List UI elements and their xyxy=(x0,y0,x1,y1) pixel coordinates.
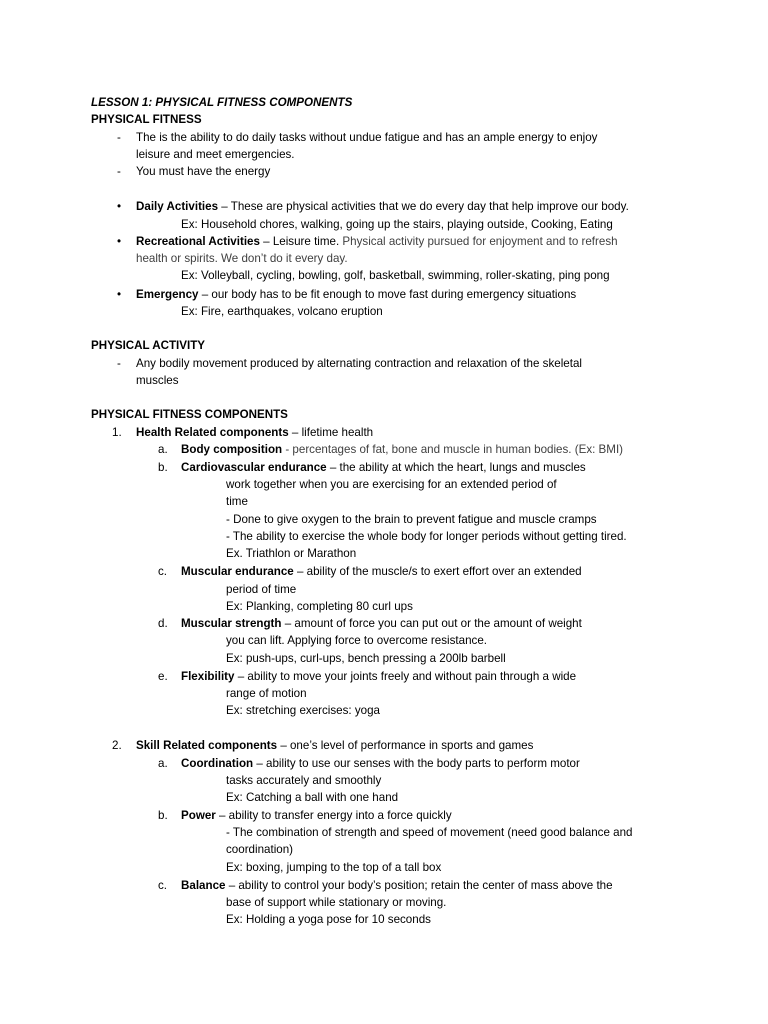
muscular-strength-example: Ex: push-ups, curl-ups, bench pressing a 200lb barbell xyxy=(226,652,506,665)
flexibility-example: Ex: stretching exercises: yoga xyxy=(226,704,381,717)
fitness-definition-line2: leisure and meet emergencies. xyxy=(136,148,295,161)
emergency-item: Emergency – our body has to be fit enough to move fast during emergency situations xyxy=(136,288,577,301)
fitness-energy-note: You must have the energy xyxy=(136,165,271,178)
emergency-example: Ex: Fire, earthquakes, volcano eruption xyxy=(181,305,383,318)
cardio-line2: work together when you are exercising for an extended period of xyxy=(226,478,557,491)
list-letter: c. xyxy=(158,565,168,578)
list-letter: b. xyxy=(158,809,168,822)
muscular-strength-line2: you can lift. Applying force to overcome resistance. xyxy=(226,634,487,647)
components-heading: PHYSICAL FITNESS COMPONENTS xyxy=(91,408,288,421)
list-letter: d. xyxy=(158,617,168,630)
recreational-activities-example: Ex: Volleyball, cycling, bowling, golf, basketball, swimming, roller-skating, ping pong xyxy=(181,269,610,282)
list-number: 2. xyxy=(112,739,122,752)
physical-fitness-heading: PHYSICAL FITNESS xyxy=(91,113,202,126)
muscular-endurance-example: Ex: Planking, completing 80 curl ups xyxy=(226,600,413,613)
list-number: 1. xyxy=(112,426,122,439)
coordination-item: Coordination – ability to use our senses with the body parts to perform motor xyxy=(181,757,580,770)
muscular-endurance-item: Muscular endurance – ability of the muscle/s to exert effort over an extended xyxy=(181,565,582,578)
muscular-strength-item: Muscular strength – amount of force you can put out or the amount of weight xyxy=(181,617,582,630)
list-letter: e. xyxy=(158,670,168,683)
cardio-example: Ex. Triathlon or Marathon xyxy=(226,547,357,560)
power-item: Power – ability to transfer energy into a force quickly xyxy=(181,809,452,822)
recreational-activities-line2: health or spirits. We don’t do it every day. xyxy=(136,252,348,265)
coordination-line2: tasks accurately and smoothly xyxy=(226,774,382,787)
balance-item: Balance – ability to control your body’s position; retain the center of mass above the xyxy=(181,879,613,892)
balance-example: Ex: Holding a yoga pose for 10 seconds xyxy=(226,913,431,926)
daily-activities-item: Daily Activities – These are physical activities that we do every day that help improve our body. xyxy=(136,200,629,213)
lesson-title: LESSON 1: PHYSICAL FITNESS COMPONENTS xyxy=(91,96,353,109)
bullet-marker: • xyxy=(117,235,122,248)
coordination-example: Ex: Catching a ball with one hand xyxy=(226,791,399,804)
dash-marker: - xyxy=(117,165,121,178)
list-letter: b. xyxy=(158,461,168,474)
dash-marker: - xyxy=(117,131,121,144)
cardiovascular-endurance-item: Cardiovascular endurance – the ability at which the heart, lungs and muscles xyxy=(181,461,586,474)
list-letter: a. xyxy=(158,443,168,456)
muscular-endurance-line2: period of time xyxy=(226,583,297,596)
bullet-marker: • xyxy=(117,200,122,213)
daily-activities-example: Ex: Household chores, walking, going up the stairs, playing outside, Cooking, Eating xyxy=(181,218,613,231)
skill-related-item: Skill Related components – one’s level of performance in sports and games xyxy=(136,739,534,752)
power-line3: coordination) xyxy=(226,843,294,856)
list-letter: a. xyxy=(158,757,168,770)
body-composition-item: Body composition - percentages of fat, bone and muscle in human bodies. (Ex: BMI) xyxy=(181,443,624,456)
fitness-definition-line1: The is the ability to do daily tasks without undue fatigue and has an ample energy to enjoy xyxy=(136,131,598,144)
cardio-line5: - The ability to exercise the whole body for longer periods without getting tired. xyxy=(226,530,627,543)
flexibility-line2: range of motion xyxy=(226,687,307,700)
activity-definition-line1: Any bodily movement produced by alternating contraction and relaxation of the skeletal xyxy=(136,357,582,370)
power-line2: - The combination of strength and speed of movement (need good balance and xyxy=(226,826,633,839)
power-example: Ex: boxing, jumping to the top of a tall box xyxy=(226,861,442,874)
flexibility-item: Flexibility – ability to move your joints freely and without pain through a wide xyxy=(181,670,577,683)
health-related-item: Health Related components – lifetime health xyxy=(136,426,374,439)
recreational-activities-item: Recreational Activities – Leisure time. Physical activity pursued for enjoyment and to refresh xyxy=(136,235,618,248)
bullet-marker: • xyxy=(117,288,122,301)
cardio-line4: - Done to give oxygen to the brain to prevent fatigue and muscle cramps xyxy=(226,513,597,526)
dash-marker: - xyxy=(117,357,121,370)
activity-definition-line2: muscles xyxy=(136,374,179,387)
list-letter: c. xyxy=(158,879,168,892)
balance-line2: base of support while stationary or moving. xyxy=(226,896,447,909)
cardio-line3: time xyxy=(226,495,248,508)
physical-activity-heading: PHYSICAL ACTIVITY xyxy=(91,339,206,352)
